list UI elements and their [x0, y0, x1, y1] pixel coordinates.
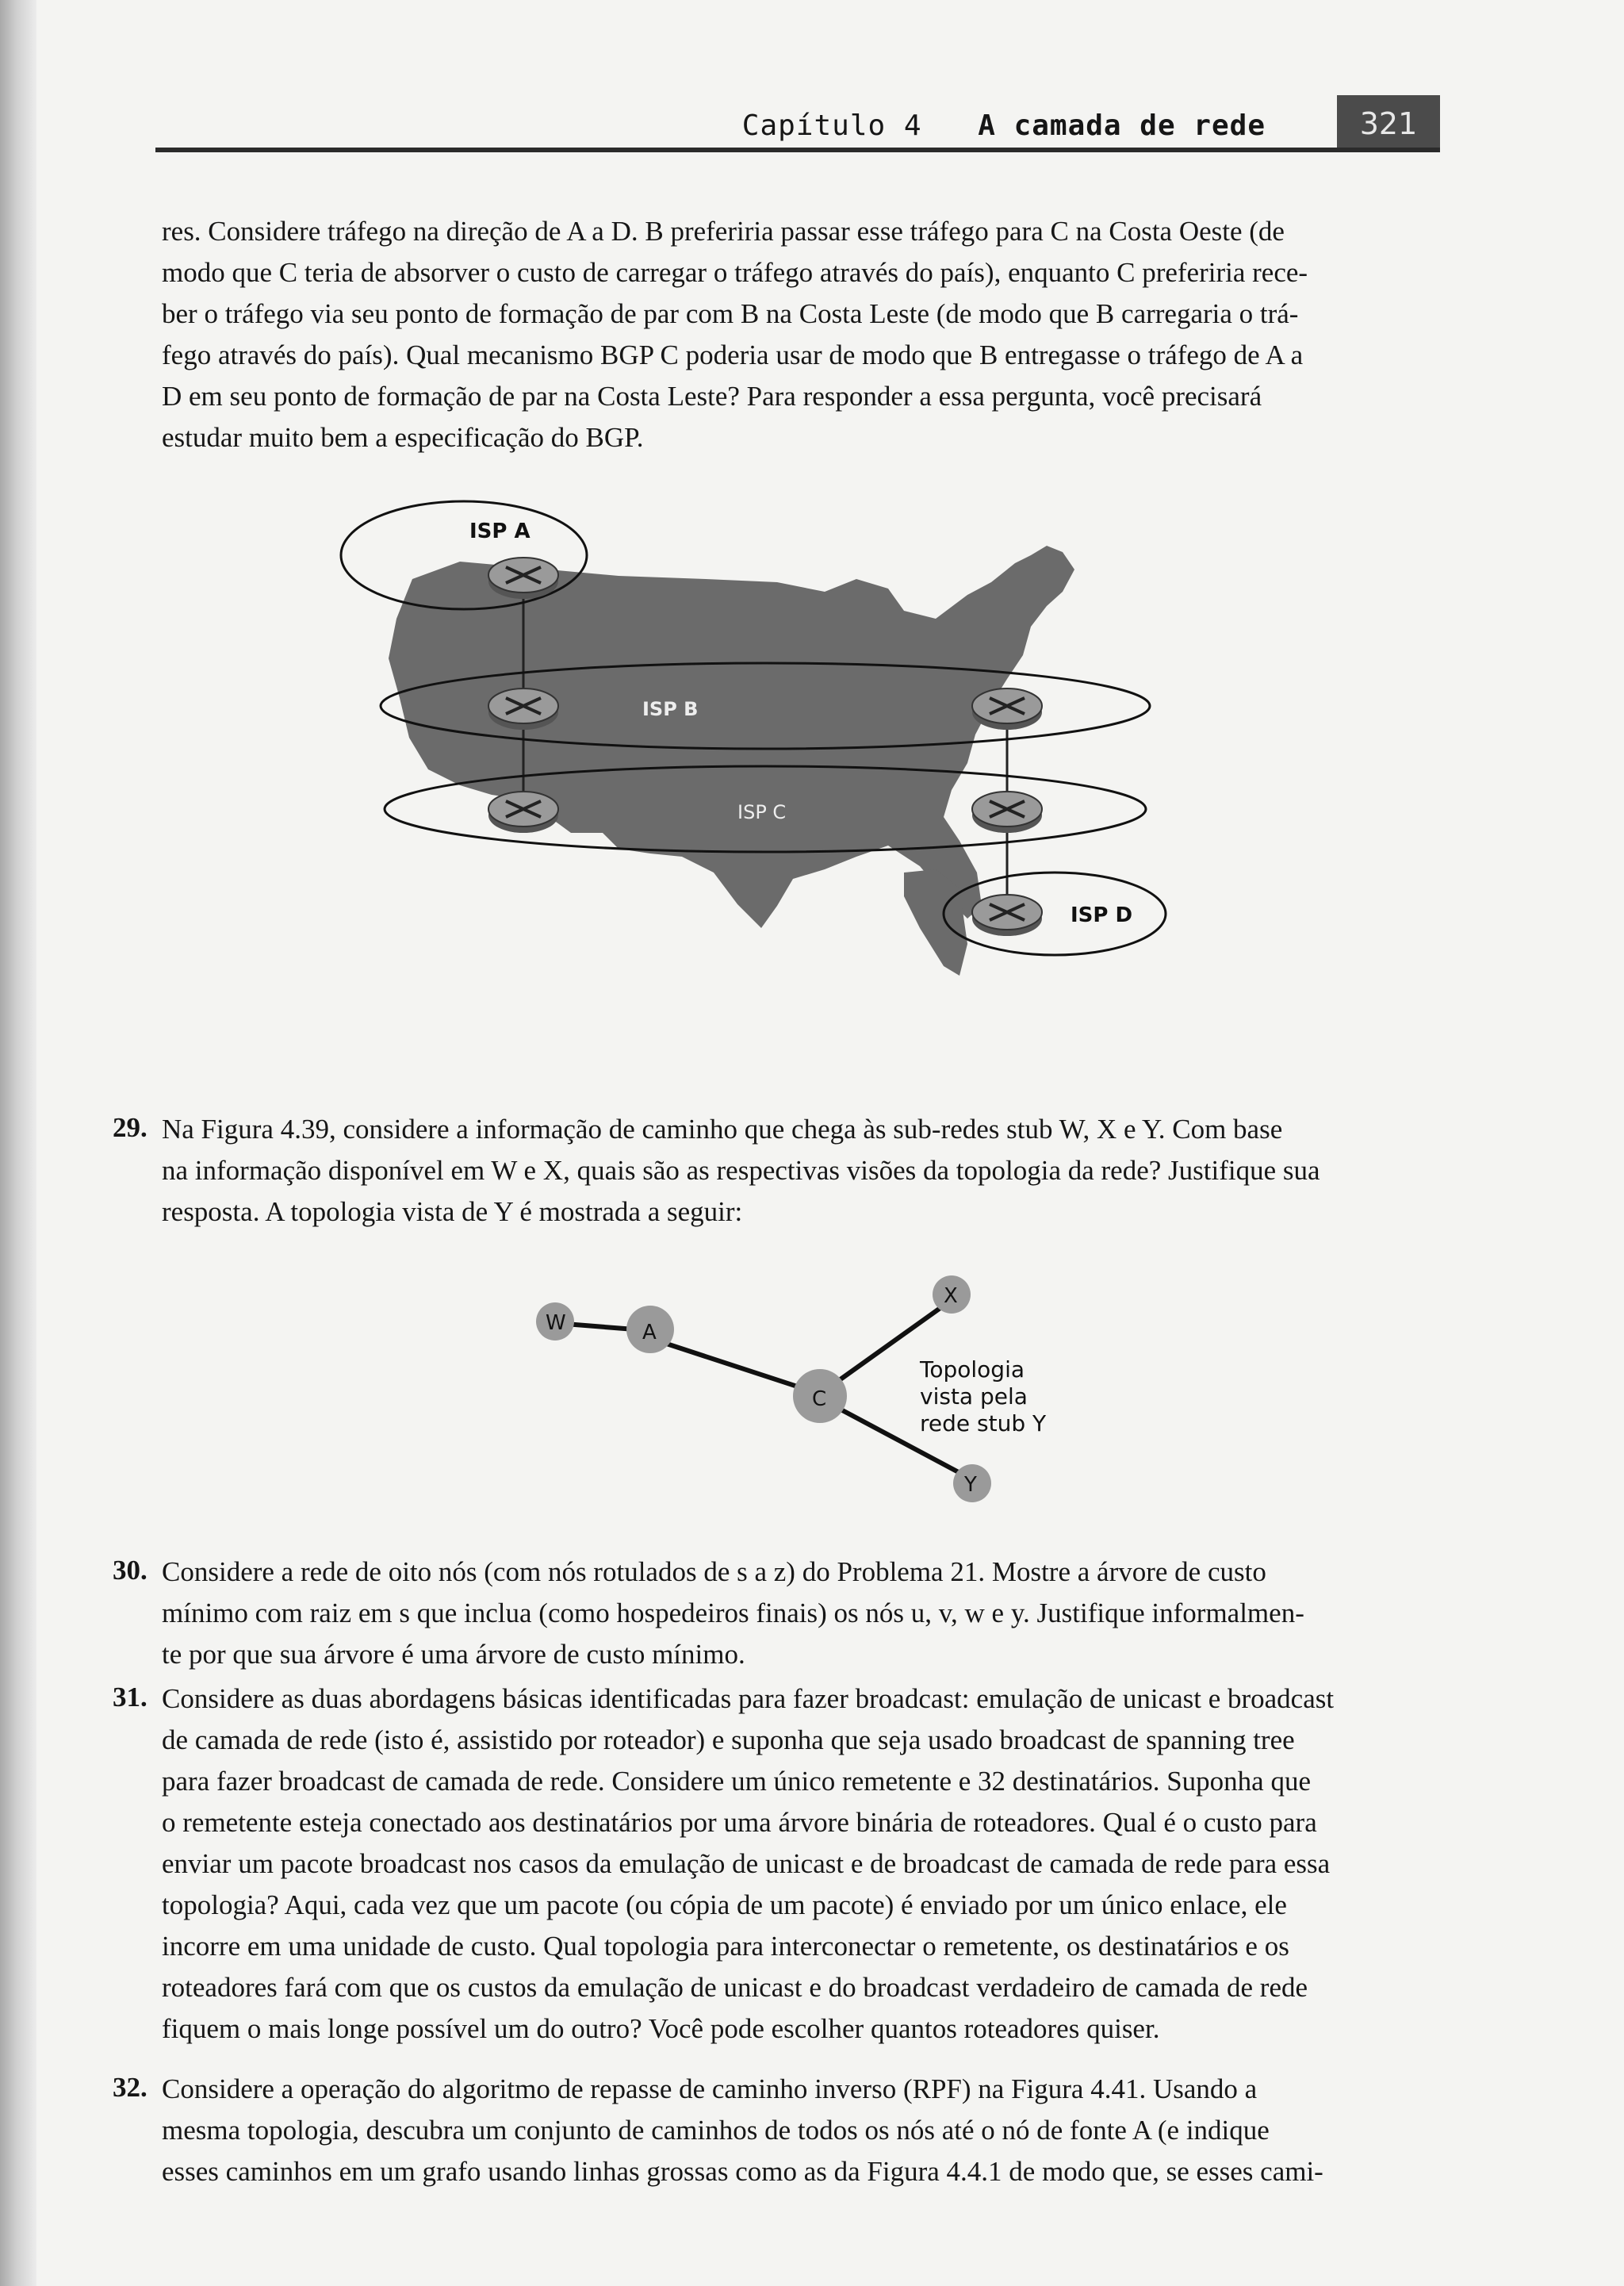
running-head	[742, 109, 1266, 142]
topology-figure	[523, 1269, 1094, 1507]
q29-line: Na Figura 4.39, considere a informação de caminho que chega às sub-redes stub W, X e Y. Com base	[162, 1114, 1283, 1145]
intro-line: D em seu ponto de formação de par na Costa Leste? Para responder a essa pergunta, você precisará	[162, 381, 1262, 412]
q30-line: mínimo com raiz em s que inclua (como hospedeiros finais) os nós u, v, w e y. Justifique informalmen-	[162, 1598, 1304, 1628]
q31-line: enviar um pacote broadcast nos casos da emulação de unicast e de broadcast de camada de rede para essa	[162, 1848, 1331, 1879]
page-header	[155, 95, 1440, 151]
router-icon	[488, 558, 558, 599]
q31-line: o remetente esteja conectado aos destinatários por uma árvore binária de roteadores. Qual é o custo para	[162, 1807, 1317, 1838]
question-30-text	[162, 1551, 1478, 1675]
q31-line: de camada de rede (isto é, assistido por roteador) e suponha que seja usado broadcast de spanning tree	[162, 1724, 1295, 1755]
question-32-number: 32.	[113, 2072, 147, 2103]
q30-line: te por que sua árvore é uma árvore de custo mínimo.	[162, 1639, 745, 1670]
isp-c-label: ISP C	[737, 801, 787, 823]
q31-line: roteadores fará com que os custos da emulação de unicast e do broadcast verdadeiro de camada de rede	[162, 1972, 1308, 2003]
router-icon	[972, 688, 1042, 730]
book-spine-shadow	[0, 0, 36, 2286]
intro-paragraph	[162, 211, 1478, 458]
intro-line: estudar muito bem a especificação do BGP.	[162, 422, 644, 453]
q32-line: esses caminhos em um grafo usando linhas grossas como as da Figura 4.4.1 de modo que, se esses cami-	[162, 2156, 1323, 2187]
q31-line: Considere as duas abordagens básicas identificadas para fazer broadcast: emulação de unicast e broadcast	[162, 1683, 1335, 1714]
question-31-number: 31.	[113, 1682, 147, 1713]
question-32-text	[162, 2069, 1478, 2192]
q31-line: incorre em uma unidade de custo. Qual topologia para interconectar o remetente, os destinatários e os	[162, 1931, 1289, 1962]
intro-line: res. Considere tráfego na direção de A a D. B preferiria passar esse tráfego para C na Costa Oeste (de	[162, 216, 1285, 247]
intro-line: fego através do país). Qual mecanismo BGP C poderia usar de modo que B entregasse o tráfego de A a	[162, 339, 1304, 370]
header-rule	[155, 148, 1440, 152]
router-icon	[972, 792, 1042, 833]
isp-map-figure	[333, 500, 1237, 1071]
isp-b-label: ISP B	[642, 698, 699, 720]
question-31-text	[162, 1678, 1478, 2050]
question-29-text	[162, 1109, 1478, 1233]
page-number: 321	[1337, 95, 1440, 152]
q32-line: Considere a operação do algoritmo de repasse de caminho inverso (RPF) na Figura 4.41. Usando a	[162, 2073, 1258, 2104]
caption-line: vista pela	[920, 1383, 1028, 1410]
router-icon	[488, 688, 558, 730]
question-30-number: 30.	[113, 1555, 147, 1586]
q29-line: na informação disponível em W e X, quais são as respectivas visões da topologia da rede? Justifique sua	[162, 1155, 1320, 1186]
node-w-label: W	[546, 1311, 566, 1335]
question-29-number: 29.	[113, 1112, 147, 1143]
q29-line: resposta. A topologia vista de Y é mostrada a seguir:	[162, 1196, 743, 1227]
node-x-label: X	[944, 1284, 958, 1308]
intro-line: ber o tráfego via seu ponto de formação de par com B na Costa Leste (de modo que B carregaria o trá-	[162, 298, 1299, 329]
chapter-label: Capítulo 4	[741, 109, 922, 142]
q31-line: fiquem o mais longe possível um do outro? Você pode escolher quantos roteadores quiser.	[162, 2013, 1160, 2044]
q30-line: Considere a rede de oito nós (com nós rotulados de s a z) do Problema 21. Mostre a árvore de custo	[162, 1556, 1266, 1587]
node-a-label: A	[642, 1321, 657, 1344]
caption-line: Topologia	[920, 1356, 1025, 1383]
node-y-label: Y	[964, 1473, 977, 1497]
caption-line: rede stub Y	[920, 1410, 1047, 1436]
q32-line: mesma topologia, descubra um conjunto de caminhos de todos os nós até o nó de fonte A (e indique	[162, 2115, 1270, 2146]
router-icon	[972, 895, 1042, 936]
q31-line: topologia? Aqui, cada vez que um pacote (ou cópia de um pacote) é enviado por um único enlace, ele	[162, 1889, 1287, 1920]
intro-line: modo que C teria de absorver o custo de carregar o tráfego através do país), enquanto C preferiria rece-	[162, 257, 1308, 288]
router-icon	[488, 792, 558, 833]
node-c-label: C	[812, 1387, 827, 1411]
isp-a-label: ISP A	[469, 520, 530, 543]
q31-line: para fazer broadcast de camada de rede. Considere um único remetente e 32 destinatários. Suponha que	[162, 1766, 1311, 1797]
section-title: A camada de rede	[978, 109, 1266, 142]
isp-d-label: ISP D	[1071, 903, 1133, 927]
